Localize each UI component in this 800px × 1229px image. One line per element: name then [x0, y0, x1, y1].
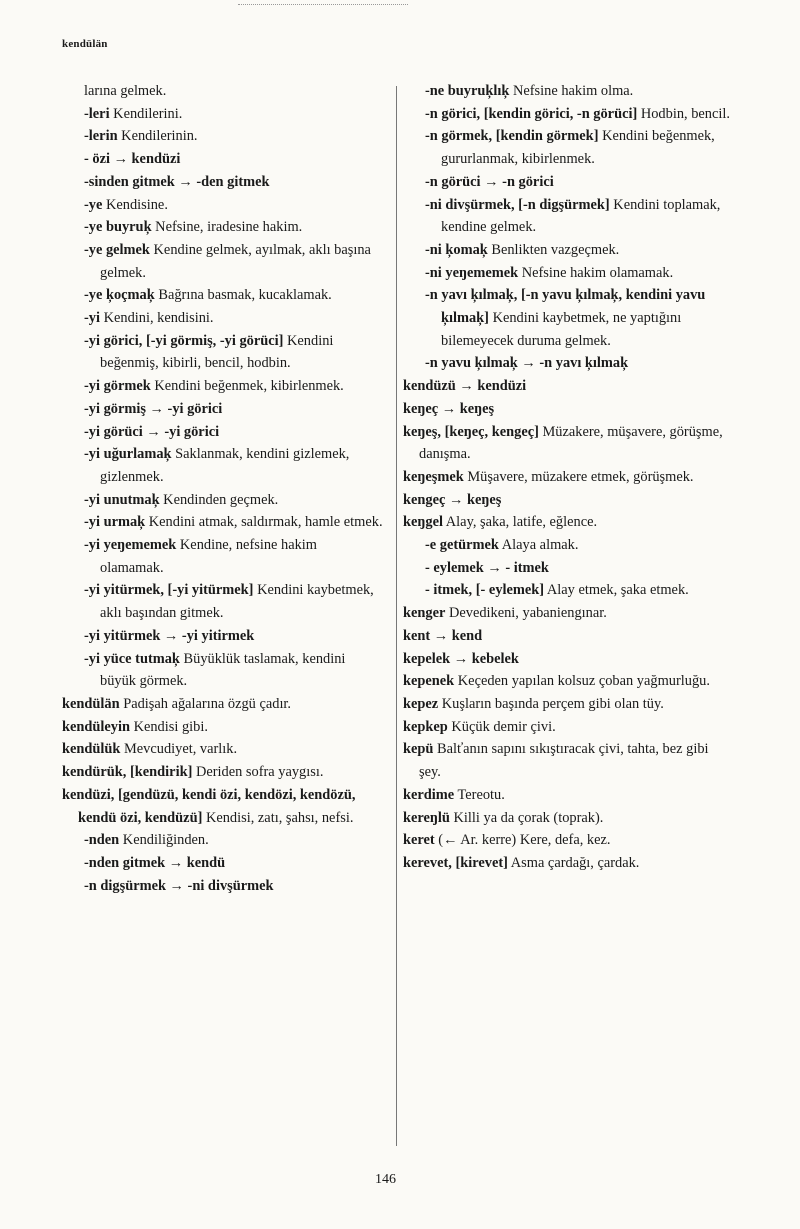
entry-definition: Hodbin, bencil.	[637, 105, 730, 122]
dictionary-entry	[62, 330, 384, 375]
dictionary-entry	[62, 852, 384, 875]
entry-headword: kereŋlü	[403, 809, 450, 826]
dictionary-entry	[403, 466, 731, 489]
dictionary-entry	[403, 829, 731, 852]
dictionary-entry	[62, 625, 384, 648]
entry-headword: -lerin	[84, 128, 118, 145]
entry-definition: Müşavere, müzakere etmek, görüşmek.	[463, 468, 694, 485]
entry-definition: Kendisine.	[102, 196, 168, 213]
dictionary-entry	[403, 171, 731, 194]
entry-definition: Nefsine, iradesine hakim.	[151, 219, 303, 236]
dictionary-entry	[403, 716, 731, 739]
page-number: 146	[375, 1172, 396, 1187]
entry-headword: -yi görmek	[84, 378, 151, 395]
entry-definition: Nefsine hakim olma.	[509, 83, 634, 99]
entry-headword: - eylemek → - itmek	[425, 559, 549, 576]
entry-headword: kepü	[403, 741, 434, 758]
entry-definition: Killi ya da çorak (toprak).	[449, 809, 604, 826]
dictionary-entry	[403, 784, 731, 807]
dictionary-entry	[403, 511, 731, 534]
entry-definition: Saklanmak, kendini gizlemek, gizlenmek.	[100, 446, 350, 485]
dictionary-entry	[403, 262, 731, 285]
entry-headword: -ni yeŋememek	[425, 264, 519, 281]
entry-headword: -n görüci → -n görici	[425, 173, 554, 190]
dictionary-entry	[62, 103, 384, 126]
entry-headword: kendürük, [kendirik]	[62, 764, 193, 781]
dictionary-entry	[62, 239, 384, 284]
entry-headword: -n görici, [kendin görici, -n görüci]	[425, 105, 638, 122]
entry-headword: -yi urmaķ	[84, 514, 146, 531]
entry-headword: keŋeş, [keŋeç, kengeç]	[403, 423, 539, 440]
entry-headword: - itmek, [- eylemek]	[425, 582, 545, 599]
entry-definition: Devedikeni, yabaniengınar.	[445, 605, 607, 622]
entry-headword: -yi yitürmek → -yi yitirmek	[84, 627, 255, 644]
entry-headword: kepenek	[403, 673, 455, 690]
dictionary-entry	[403, 375, 731, 398]
entry-definition: Balťanın sapını sıkıştıracak çivi, tahta, bez gibi şey.	[419, 741, 709, 781]
entry-headword: kendülän	[62, 695, 120, 712]
entry-definition: Alay, şaka, latife, eğlence.	[442, 514, 598, 531]
entry-definition: Müzakere, müşavere, görüşme, danışma.	[419, 423, 723, 463]
entry-headword: -nden	[84, 832, 120, 849]
entry-headword: -ye	[84, 196, 103, 213]
entry-headword: -yi görmiş → -yi görici	[84, 400, 223, 417]
entry-definition: (← Ar. kerre) Kere, defa, kez.	[434, 832, 611, 849]
entry-headword: -yi yeŋememek	[84, 537, 177, 554]
dictionary-entry	[403, 352, 731, 375]
dictionary-entry	[403, 421, 731, 466]
entry-headword: -yi yitürmek, [-yi yitürmek]	[84, 582, 254, 599]
entry-definition: Kendinden geçmek.	[159, 491, 279, 508]
entry-definition: Kendine, nefsine hakim olamamak.	[100, 537, 317, 576]
dictionary-entry	[403, 648, 731, 671]
dictionary-entry	[62, 307, 384, 330]
dictionary-entry	[403, 670, 731, 693]
dictionary-entry	[62, 125, 384, 148]
dictionary-entry	[62, 784, 384, 829]
dictionary-entry	[403, 534, 731, 557]
left-column	[62, 80, 384, 897]
entry-definition: Asma çardağı, çardak.	[507, 854, 640, 871]
entry-headword: -ye buyruķ	[84, 219, 152, 236]
dictionary-entry	[403, 103, 731, 126]
entry-headword: kendülük	[62, 741, 121, 758]
entry-headword: kepkep	[403, 718, 448, 735]
dictionary-entry	[62, 489, 384, 512]
entry-definition: Kendini atmak, saldırmak, hamle etmek.	[145, 514, 383, 531]
entry-headword: kepelek → kebelek	[403, 650, 519, 667]
entry-headword: kenger	[403, 605, 446, 622]
entry-headword: -e getürmek	[425, 537, 499, 554]
entry-definition: Kendilerinin.	[117, 128, 198, 145]
entry-definition: Mevcudiyet, varlık.	[120, 741, 238, 758]
dictionary-entry	[62, 829, 384, 852]
entry-headword: kerevet, [kirevet]	[403, 854, 508, 871]
entry-definition: Keçeden yapılan kolsuz çoban yağmurluğu.	[454, 673, 710, 690]
entry-headword: -yi görüci → -yi görici	[84, 423, 220, 440]
entry-headword: kendüzü → kendüzi	[403, 378, 527, 395]
entry-definition: Kendine gelmek, ayılmak, aklı başına gelmek.	[100, 241, 371, 281]
entry-definition: Alay etmek, şaka etmek.	[544, 582, 689, 599]
entry-headword: keret	[403, 832, 435, 849]
dictionary-entry	[62, 716, 384, 739]
dictionary-entry	[403, 579, 731, 602]
dictionary-entry	[403, 557, 731, 580]
entry-definition: Deriden sofra yaygısı.	[192, 764, 324, 781]
dictionary-entry	[403, 625, 731, 648]
entry-headword: kepez	[403, 695, 439, 712]
dictionary-entry	[62, 80, 384, 103]
entry-headword: -yi	[84, 310, 100, 327]
entry-definition: Kendini kaybetmek, ne yaptığını bilemeyecek duruma gelmek.	[441, 310, 682, 349]
entry-definition: Padişah ağalarına özgü çadır.	[119, 695, 292, 712]
dictionary-entry	[403, 852, 731, 875]
entry-headword: -ni divşürmek, [-n digşürmek]	[425, 196, 610, 213]
dictionary-entry	[403, 80, 731, 103]
scan-mark	[238, 4, 408, 5]
entry-definition: Tereotu.	[454, 786, 505, 803]
entry-headword: -ni ķomaķ	[425, 241, 488, 258]
entry-definition: Kendini, kendisini.	[100, 310, 214, 327]
entry-headword: -n yavu ķılmaķ → -n yavı ķılmaķ	[425, 355, 629, 372]
entry-headword: -n görmek, [kendin görmek]	[425, 128, 599, 145]
entry-headword: kent → kend	[403, 627, 483, 644]
running-head: kendülän	[62, 38, 108, 50]
dictionary-entry	[403, 194, 731, 239]
entry-headword: keŋeşmek	[403, 468, 464, 485]
dictionary-entry	[403, 239, 731, 262]
entry-headword: -ye gelmek	[84, 241, 150, 258]
entry-definition: Alaya almak.	[498, 537, 579, 554]
dictionary-entry	[62, 375, 384, 398]
entry-headword: kendüzi, [gendüzü, kendi özi, kendözi, kendözü, kendü özi, kendüzü]	[62, 786, 356, 826]
entry-definition: Benlikten vazgeçmek.	[487, 241, 620, 258]
dictionary-entry	[62, 284, 384, 307]
entry-definition: larına gelmek.	[84, 83, 167, 99]
entry-definition: Nefsine hakim olamamak.	[518, 264, 674, 281]
dictionary-entry	[403, 693, 731, 716]
dictionary-entry	[62, 875, 384, 898]
entry-headword: -yi uğurlamaķ	[84, 446, 172, 463]
entry-headword: -sinden gitmek → -den gitmek	[84, 173, 270, 190]
dictionary-entry	[403, 489, 731, 512]
entry-definition: Kendiliğinden.	[119, 832, 209, 849]
entry-headword: -yi unutmaķ	[84, 491, 160, 508]
entry-headword: -nden gitmek → kendü	[84, 854, 226, 871]
dictionary-entry	[403, 284, 731, 352]
entry-headword: -yi görici, [-yi görmiş, -yi görüci]	[84, 332, 284, 349]
dictionary-entry	[403, 807, 731, 830]
entry-headword: keŋeç → keŋeş	[403, 400, 495, 417]
dictionary-entry	[62, 534, 384, 579]
entry-headword: -ye ķoçmaķ	[84, 287, 155, 304]
dictionary-entry	[62, 216, 384, 239]
dictionary-entry	[403, 398, 731, 421]
entry-headword: - özi → kendüzi	[84, 151, 181, 168]
dictionary-entry	[62, 171, 384, 194]
dictionary-entry	[403, 602, 731, 625]
entry-definition: Kendini kaybetmek, aklı başından gitmek.	[100, 582, 374, 622]
entry-definition: Kendini toplamak, kendine gelmek.	[441, 196, 721, 236]
entry-headword: kengeç → keŋeş	[403, 491, 502, 508]
entry-headword: -n yavı ķılmaķ, [-n yavu ķılmaķ, kendini yavu ķılmaķ]	[425, 287, 706, 327]
entry-definition: Bağrına basmak, kucaklamak.	[154, 287, 332, 304]
dictionary-entry	[403, 125, 731, 170]
column-divider	[396, 86, 397, 1146]
dictionary-entry	[62, 648, 384, 693]
dictionary-entry	[62, 443, 384, 488]
entry-headword: -leri	[84, 105, 110, 122]
dictionary-entry	[62, 398, 384, 421]
dictionary-entry	[62, 579, 384, 624]
entry-definition: Kendini beğenmek, gururlanmak, kibirlenmek.	[441, 128, 715, 168]
dictionary-entry	[62, 194, 384, 217]
entry-headword: -n digşürmek → -ni divşürmek	[84, 877, 274, 894]
entry-headword: keŋgel	[403, 514, 443, 531]
dictionary-entry	[403, 738, 731, 783]
entry-headword: -yi yüce tutmaķ	[84, 650, 180, 667]
entry-definition: Küçük demir çivi.	[447, 718, 556, 735]
entry-definition: Kendisi gibi.	[129, 718, 208, 735]
entry-definition: Büyüklük taslamak, kendini büyük görmek.	[100, 650, 346, 690]
right-column	[403, 80, 731, 875]
entry-headword: kerdime	[403, 786, 455, 803]
entry-definition: Kuşların başında perçem gibi olan tüy.	[438, 695, 664, 712]
entry-headword: kendüleyin	[62, 718, 130, 735]
entry-headword: -ne buyruķlıķ	[425, 83, 510, 99]
dictionary-entry	[62, 693, 384, 716]
dictionary-entry	[62, 761, 384, 784]
entry-definition: Kendisi, zatı, şahsı, nefsi.	[202, 809, 354, 826]
entry-definition: Kendilerini.	[109, 105, 183, 122]
dictionary-entry	[62, 511, 384, 534]
dictionary-entry	[62, 148, 384, 171]
entry-definition: Kendini beğenmek, kibirlenmek.	[150, 378, 344, 395]
entry-definition: Kendini beğenmiş, kibirli, bencil, hodbin.	[100, 332, 334, 372]
dictionary-entry	[62, 421, 384, 444]
dictionary-entry	[62, 738, 384, 761]
